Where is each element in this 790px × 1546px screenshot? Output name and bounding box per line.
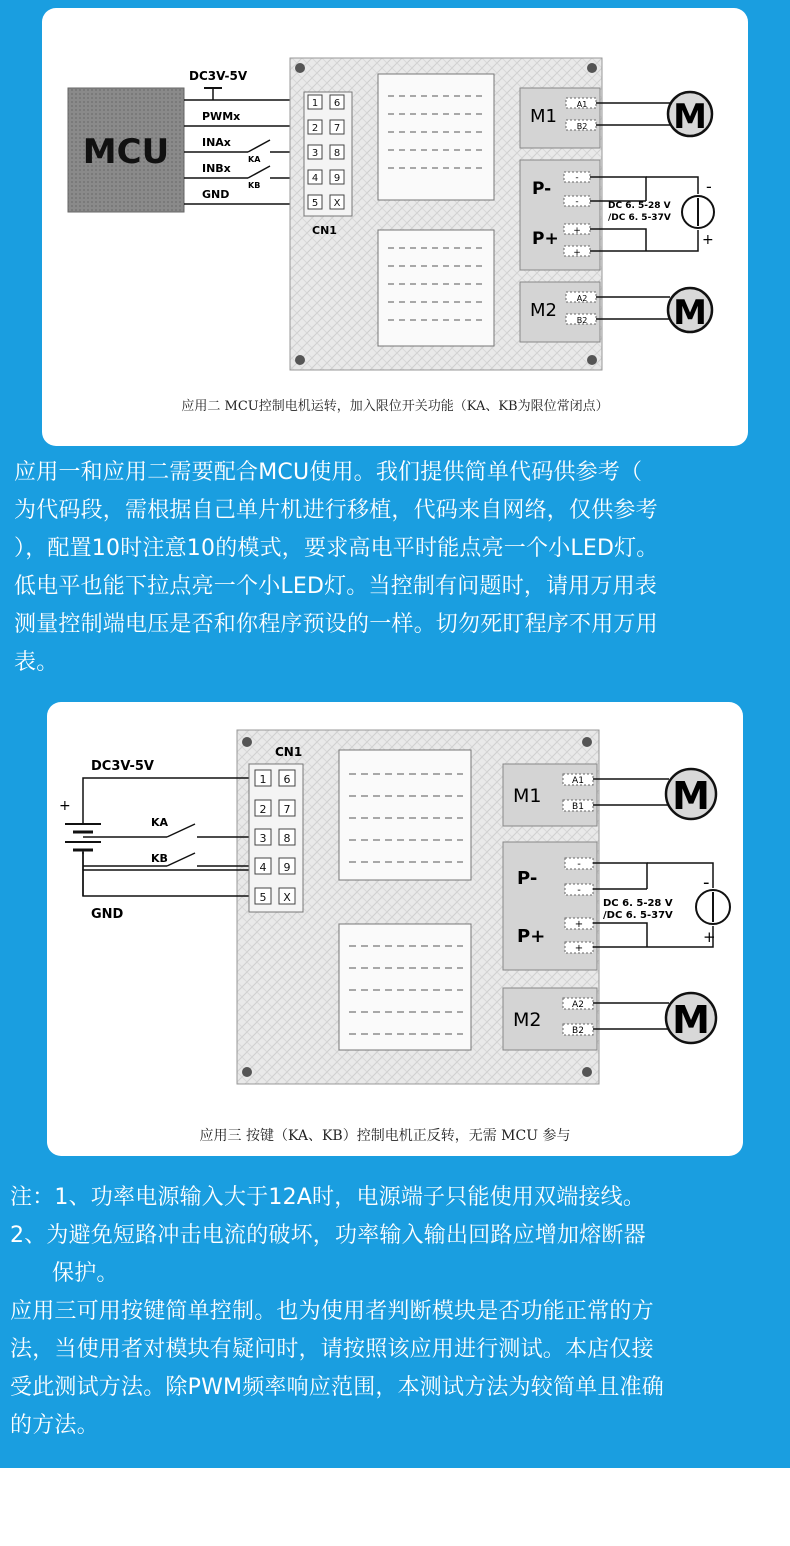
- m1-label: M1: [513, 785, 542, 807]
- switch-label: KA: [248, 155, 261, 164]
- signal-label: INBx: [202, 162, 231, 175]
- chip-block-lower: [339, 924, 471, 1050]
- source-minus-sign: -: [703, 872, 710, 893]
- pin-label: 4: [259, 861, 267, 874]
- chip-block-upper: [378, 74, 494, 200]
- pin-label: 2: [259, 803, 267, 816]
- terminal-sign: -: [577, 885, 581, 896]
- diagram-caption: 应用三 按键（KA、KB）控制电机正反转，无需 MCU 参与: [199, 1128, 571, 1144]
- note-line-2: 2、为避免短路冲击电流的破坏，功率输入输出回路应增加熔断器: [10, 1223, 646, 1248]
- terminal-label: B1: [572, 802, 584, 812]
- terminal-sign: +: [574, 943, 584, 954]
- pin-label: 3: [311, 148, 319, 159]
- pin-label: X: [283, 891, 291, 904]
- terminal-label: A1: [572, 776, 584, 786]
- motor-symbol: M: [673, 293, 707, 333]
- source-range-1: DC 6. 5-28 V: [603, 898, 673, 909]
- paragraph-line: 测量控制端电压是否和你程序预设的一样。切勿死盯程序不用万用: [14, 612, 658, 637]
- source-minus-sign: -: [706, 177, 712, 196]
- pin-label: 1: [259, 773, 267, 786]
- terminal-label: B2: [576, 316, 588, 325]
- source-range-2: /DC 6. 5-37V: [608, 213, 671, 223]
- paragraph-line: 应用一和应用二需要配合MCU使用。我们提供简单代码供参考（: [14, 460, 643, 485]
- pin-label: 2: [311, 123, 319, 134]
- motor-symbol: M: [672, 774, 710, 818]
- paragraph-line: 法，当使用者对模块有疑问时，请按照该应用进行测试。本店仅接: [10, 1337, 654, 1362]
- pin-label: X: [333, 198, 341, 209]
- pin-label: 5: [311, 198, 319, 209]
- pin-label: 6: [283, 773, 291, 786]
- power-minus-label: P-: [532, 179, 552, 199]
- switch-label: KB: [248, 181, 261, 190]
- terminal-sign: -: [575, 173, 579, 183]
- supply-label: DC3V-5V: [189, 69, 248, 83]
- terminal-sign: +: [573, 248, 581, 258]
- switch-label: KA: [151, 816, 169, 829]
- source-range-2: /DC 6. 5-37V: [603, 910, 673, 921]
- pin-label: 7: [333, 123, 341, 134]
- source-plus-sign: +: [702, 232, 714, 248]
- paragraph-line: 应用三可用按键简单控制。也为使用者判断模块是否功能正常的方: [10, 1299, 654, 1324]
- mcu-label: MCU: [82, 132, 170, 172]
- terminal-sign: +: [573, 226, 581, 236]
- power-minus-label: P-: [517, 868, 538, 889]
- diagram-caption: 应用二 MCU控制电机运转，加入限位开关功能（KA、KB为限位常闭点）: [181, 399, 609, 414]
- pin-label: 9: [333, 173, 341, 184]
- connector-label: CN1: [275, 745, 303, 759]
- paragraph-line: 为代码段，需根据自己单片机进行移植，代码来自网络，仅供参考: [14, 498, 658, 523]
- switch-kb: [167, 853, 195, 866]
- paragraph-line: 的方法。: [10, 1413, 99, 1438]
- switch-kb: [248, 166, 270, 178]
- battery-plus-sign: +: [59, 798, 71, 814]
- terminal-sign: -: [575, 197, 579, 207]
- note-line-3: 保护。: [52, 1261, 119, 1286]
- pin-label: 9: [283, 861, 291, 874]
- source-range-1: DC 6. 5-28 V: [608, 201, 671, 211]
- switch-ka: [248, 140, 270, 152]
- diagram-card-app3: [47, 702, 743, 1156]
- terminal-sign: -: [577, 859, 581, 870]
- paragraph-line: 低电平也能下拉点亮一个小LED灯。当控制有问题时，请用万用表: [14, 574, 658, 599]
- signal-label: GND: [202, 188, 230, 201]
- m2-label: M2: [530, 300, 557, 321]
- pin-label: 3: [259, 832, 267, 845]
- motor-symbol: M: [672, 998, 710, 1042]
- pin-label: 1: [311, 98, 319, 109]
- pin-label: 7: [283, 803, 291, 816]
- notes-section: [10, 1179, 784, 1445]
- m2-label: M2: [513, 1009, 542, 1031]
- pin-label: 6: [333, 98, 341, 109]
- wiring-diagram-app3: [47, 702, 743, 1156]
- pin-label: 4: [311, 173, 319, 184]
- note-line-1: 注：1、功率电源输入大于12A时，电源端子只能使用双端接线。: [10, 1185, 646, 1210]
- paragraph-line: 受此测试方法。除PWM频率响应范围，本测试方法为较简单且准确: [10, 1375, 665, 1400]
- connector-label: CN1: [312, 224, 337, 237]
- chip-block-upper: [339, 750, 471, 880]
- signal-label: PWMx: [202, 110, 241, 123]
- power-plus-label: P+: [532, 229, 559, 249]
- pin-label: 5: [259, 891, 267, 904]
- gnd-label: GND: [91, 907, 124, 922]
- pin-label: 8: [283, 832, 291, 845]
- source-plus-sign: +: [703, 928, 716, 946]
- wiring-diagram-app2: [42, 8, 748, 446]
- terminal-label: A2: [576, 294, 588, 303]
- motor-symbol: M: [673, 97, 707, 137]
- paragraph-line: ），配置10时注意10的模式，要求高电平时能点亮一个小LED灯。: [14, 536, 659, 561]
- terminal-label: B2: [576, 122, 588, 131]
- switch-ka: [167, 824, 195, 837]
- terminal-label: B2: [572, 1026, 584, 1036]
- supply-label: DC3V-5V: [91, 759, 154, 774]
- power-plus-label: P+: [517, 926, 546, 947]
- usage-paragraph-1: [14, 454, 784, 682]
- m1-label: M1: [530, 106, 557, 127]
- pin-label: 8: [333, 148, 341, 159]
- signal-label: INAx: [202, 136, 231, 149]
- terminal-sign: +: [574, 919, 584, 930]
- diagram-card-app2: [42, 8, 748, 446]
- chip-block-lower: [378, 230, 494, 346]
- terminal-label: A1: [576, 100, 588, 109]
- paragraph-line: 表。: [14, 650, 59, 675]
- switch-label: KB: [151, 852, 168, 865]
- terminal-label: A2: [572, 1000, 584, 1010]
